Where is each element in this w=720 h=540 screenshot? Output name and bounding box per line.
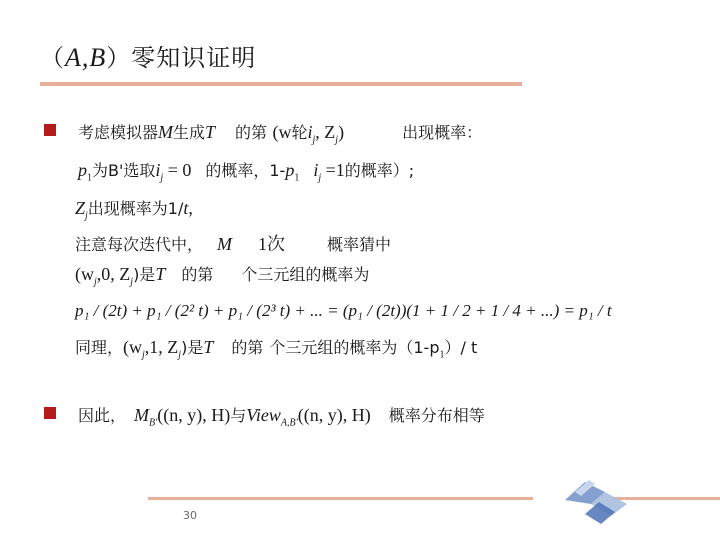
text-is: )是 bbox=[133, 265, 156, 284]
text-prob-end: 的概率）; bbox=[344, 161, 415, 180]
math-T: T bbox=[205, 122, 216, 142]
bullet1-line7: 同理，($w_j,1$, $Z_j$)是T 的第 个三元组的概率为$(1-p_1)/$ t bbox=[75, 337, 478, 361]
title-suffix: ）零知识证明 bbox=[106, 44, 257, 72]
math-M2: M bbox=[217, 234, 233, 254]
text-is2: )是 bbox=[181, 338, 204, 357]
math-args2: ((n, y), H) bbox=[297, 405, 371, 425]
title-math: A,B bbox=[65, 43, 107, 72]
text-dist-equal: 概率分布相等 bbox=[388, 406, 485, 425]
bullet2-line: 因此， $M_{B'}((n$, y), H)与View$_{A,B'}$((n, y), H) 概率分布相等 bbox=[78, 405, 485, 429]
math-M: M bbox=[158, 122, 174, 142]
slide-title bbox=[40, 38, 256, 73]
math-p1b: p bbox=[285, 160, 295, 180]
text-the3: 的第 bbox=[231, 338, 264, 357]
bullet1-line5: ($w_j,0$, $Z_j$)是T 的第 个三元组的概率为 bbox=[75, 264, 370, 288]
math-View: View bbox=[246, 405, 281, 425]
math-MB: M bbox=[134, 405, 150, 425]
bullet1-formula bbox=[75, 301, 612, 321]
text-consider: 考虑模拟器 bbox=[78, 123, 159, 142]
bullet1-line2: $p_1$为B'选取$i_j = 0$ 的概率，$1-p_1$ $i_j =1$的概率）; bbox=[78, 160, 415, 184]
math-T3: T bbox=[203, 337, 214, 357]
text-therefore: 因此， bbox=[78, 406, 127, 425]
text-generate: 生成 bbox=[173, 123, 206, 142]
text-note-iteration: 注意每次迭代中， bbox=[75, 235, 204, 254]
bullet-marker-2 bbox=[44, 407, 56, 419]
math-formula-series: p₁ / (2t) + p₁ / (2² t) + p₁ / (2³ t) + ... = (p₁ / (2t))(1 + 1 / 2 + 1 / 4 + ...) = p₁ / t bbox=[75, 301, 612, 320]
bullet1-line3: $Z_j$出现概率为1/t, bbox=[75, 198, 193, 222]
text-round: 轮 bbox=[291, 123, 308, 142]
math-w2: (w bbox=[75, 264, 94, 284]
math-eq1: =1 bbox=[321, 160, 345, 180]
text-triple-prob2: 个三元组的概率为（1-p bbox=[269, 338, 440, 357]
text-the: 的第 bbox=[235, 123, 268, 142]
university-logo-icon bbox=[555, 470, 645, 530]
math-eq0: = 0 bbox=[163, 160, 192, 180]
text-once: 1次 bbox=[258, 234, 286, 254]
math-close: ) bbox=[338, 122, 345, 142]
math-T2: T bbox=[155, 264, 166, 284]
math-p1: p bbox=[78, 160, 87, 180]
bullet1-line4 bbox=[75, 230, 391, 256]
text-over-t: ）/ t bbox=[444, 338, 478, 357]
text-guess-prob: 概率猜中 bbox=[327, 235, 392, 254]
math-i: i bbox=[155, 160, 161, 180]
math-comma: , bbox=[188, 198, 193, 218]
title-prefix: （ bbox=[40, 44, 65, 72]
math-w: (w bbox=[272, 122, 292, 142]
text-and: 与 bbox=[230, 406, 247, 425]
text-triple-prob: 个三元组的概率为 bbox=[241, 265, 370, 284]
math-w3: (w bbox=[123, 337, 143, 357]
math-t: t bbox=[183, 198, 189, 218]
math-args1: ((n, y), H) bbox=[157, 405, 231, 425]
text-similarly: 同理， bbox=[75, 338, 124, 357]
title-underline bbox=[40, 82, 522, 86]
math-Zj: Z bbox=[75, 198, 86, 218]
text-appear-1t: 出现概率为1/ bbox=[87, 199, 184, 218]
page-number: 30 bbox=[183, 509, 197, 522]
math-Z: , Z bbox=[315, 122, 336, 142]
math-1Z: ,1, Z bbox=[144, 337, 179, 357]
text-prob-1minus: 的概率，1- bbox=[205, 161, 286, 180]
text-the2: 的第 bbox=[181, 265, 214, 284]
bullet-marker-1 bbox=[44, 124, 56, 136]
math-i2: i bbox=[313, 160, 319, 180]
text-appear-prob: 出现概率： bbox=[402, 123, 483, 142]
text-B-choose: 为B'选取 bbox=[92, 161, 156, 180]
math-0Z: ,0, Z bbox=[96, 264, 131, 284]
footer-rule-left bbox=[148, 497, 533, 500]
bullet1-line1: 考虑模拟器M生成T 的第 (w轮$i_j$, $Z_j$) 出现概率： bbox=[78, 122, 483, 146]
